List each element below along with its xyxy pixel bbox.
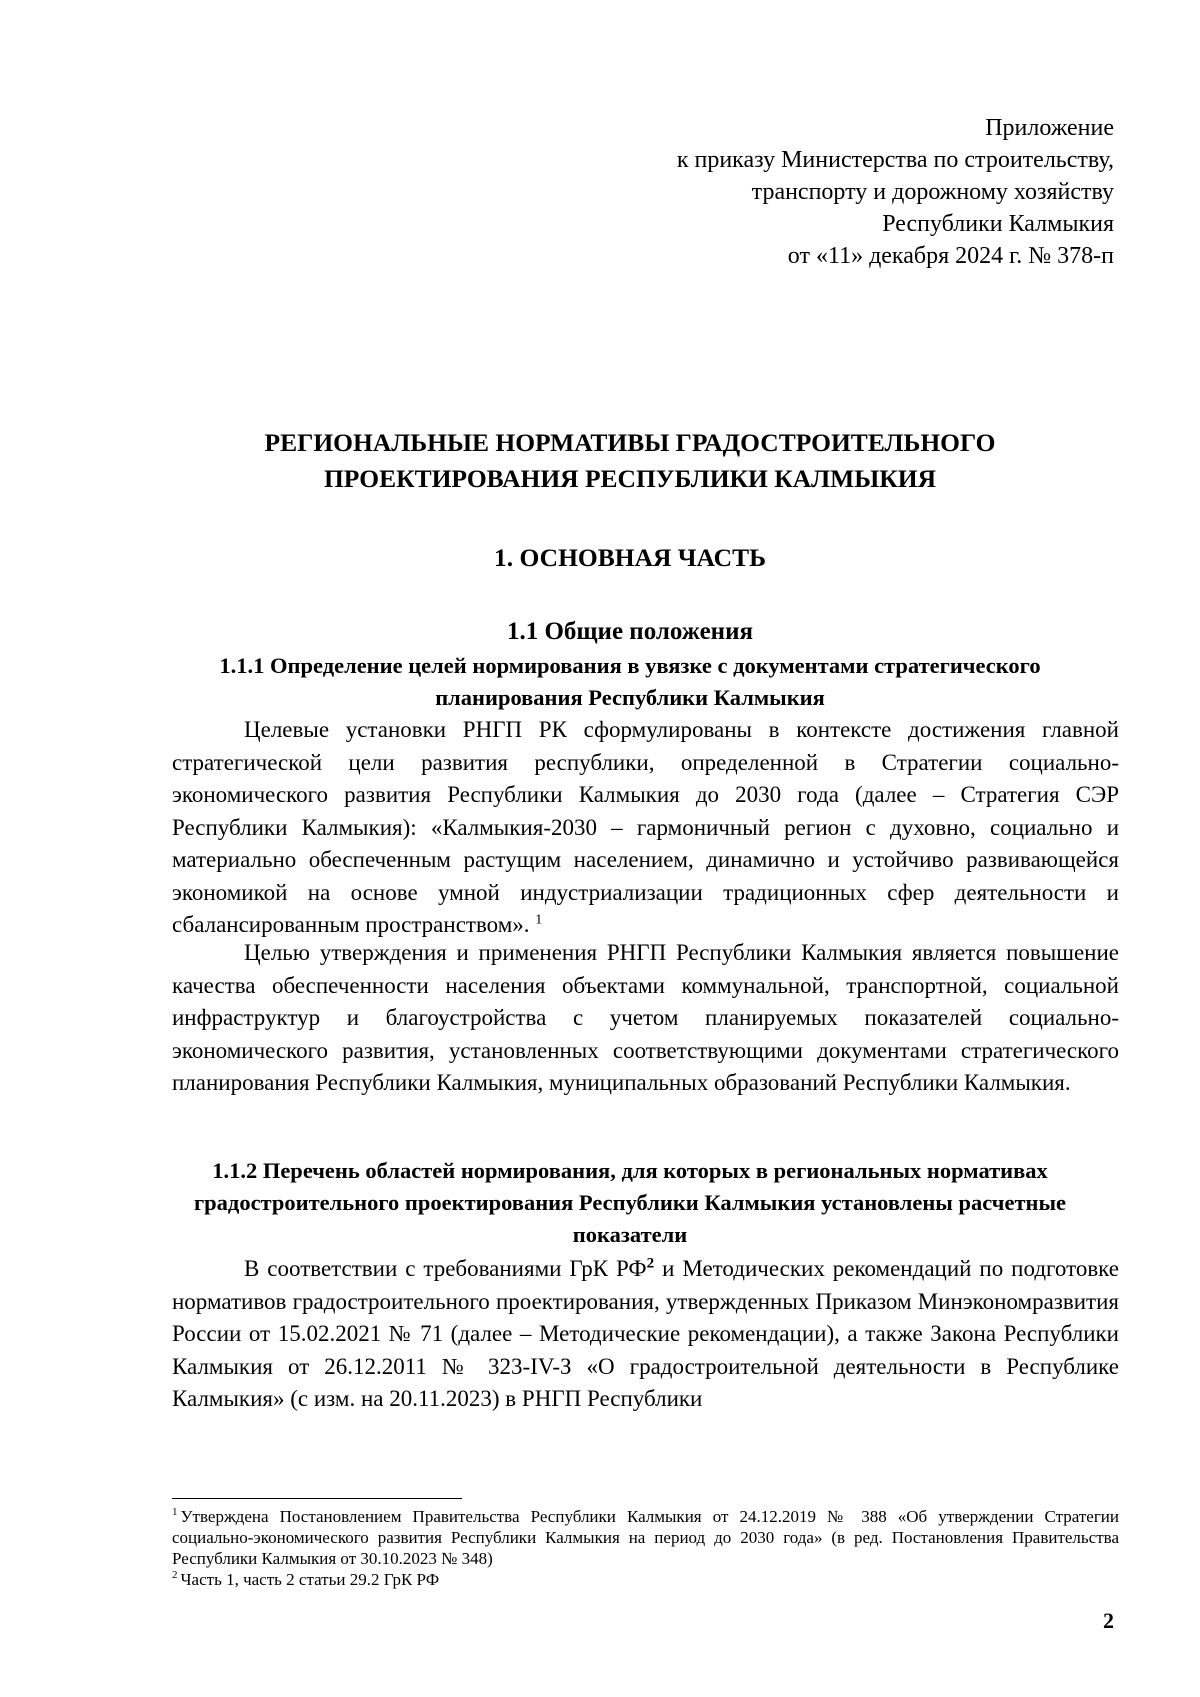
footnote-text: Часть 1, часть 2 статьи 29.2 ГрК РФ [180, 1570, 440, 1589]
paragraph-text: В соответствии с требованиями ГрК РФ [244, 1256, 647, 1281]
footnote-number: 2 [172, 1569, 178, 1582]
heading-line: градостроительного проектирования Республики Калмыкия установлены расчетные [193, 1190, 1067, 1215]
heading-line: 1.1.2 Перечень областей нормирования, для которых в региональных нормативах [212, 1158, 1048, 1183]
section-title: 1. ОСНОВНАЯ ЧАСТЬ [494, 543, 766, 572]
page-number: 2 [1103, 1608, 1114, 1633]
approval-line: Приложение [985, 115, 1114, 141]
heading-line: показатели [572, 1222, 688, 1247]
paragraph-text: Целевые установки РНГП РК сформулированы в контексте достижения главной стратегической цели развития республики, определенной в Стратегии социально-экономического развития Республики Калмыкия до 2030 года (далее – Стратегия СЭР Республики Калмыкия): «Калмыкия-2030 – гармоничный регион с духовно, социально и материально обеспеченным растущим населением, динамично и устойчиво развивающейся экономикой на основе умной индустриализации традиционных сфер деятельности и сбалансированным пространством». [172, 717, 1119, 937]
approval-line: от «11» декабря 2024 г. № 378-п [787, 243, 1114, 269]
subsubsection-title-1-1-1 [170, 650, 1090, 714]
footnote-text: Утверждена Постановлением Правительства Республики Калмыкия от 24.12.2019 № 388 «Об утверждении Стратегии социально-экономического развития Республики Калмыкия на период до 2030 года» (в ред. Постановления Правительства Республики Калмыкия от 30.10.2023 № 348) [172, 1507, 1119, 1568]
document-title-line: ПРОЕКТИРОВАНИЯ РЕСПУБЛИКИ КАЛМЫКИЯ [323, 464, 937, 493]
paragraph-text: и Методических рекомендаций по подготовке нормативов градостроительного проектирования, утвержденных Приказом Минэкономразвития России от 15.02.2021 № 71 (далее – Методические рекомендации), а также Закона Республики Калмыкия от 26.12.2011 № 323-IV-З «О градостроительной деятельности в Республике Калмыкия» (с изм. на 20.11.2023) в РНГП Республики [172, 1256, 1119, 1411]
subsection-title: 1.1 Общие положения [506, 618, 753, 645]
footnote-item [172, 1506, 1119, 1569]
footnote-number: 1 [172, 1506, 178, 1519]
approval-line: Республики Калмыкия [882, 211, 1114, 237]
paragraph-requirements [172, 1253, 1119, 1416]
approval-block [677, 112, 1114, 272]
document-title-line: РЕГИОНАЛЬНЫЕ НОРМАТИВЫ ГРАДОСТРОИТЕЛЬНОГО [264, 428, 996, 457]
subsubsection-title-1-1-2 [170, 1155, 1090, 1251]
paragraph-purpose [172, 937, 1119, 1100]
heading-line: 1.1.1 Определение целей нормирования в увязке с документами стратегического [219, 653, 1041, 678]
footnotes [172, 1506, 1119, 1590]
footnote-reference[interactable]: 2 [646, 1255, 655, 1272]
document-title [170, 425, 1090, 497]
footnote-item [172, 1569, 1119, 1590]
approval-line: транспорту и дорожному хозяйству [751, 179, 1114, 205]
approval-line: к приказу Министерства по строительству, [676, 147, 1114, 173]
footnote-divider [172, 1498, 462, 1499]
footnote-reference[interactable]: 1 [535, 912, 543, 928]
heading-line: планирования Республики Калмыкия [435, 685, 825, 710]
paragraph-goals [172, 714, 1119, 942]
paragraph-text: Целью утверждения и применения РНГП Республики Калмыкия является повышение качества обеспеченности населения объектами коммунальной, транспортной, социальной инфраструктур и благоустройства с учетом планируемых показателей социально-экономического развития, установленных соответствующими документами стратегического планирования Республики Калмыкия, муниципальных образований Республики Калмыкия. [172, 940, 1119, 1095]
